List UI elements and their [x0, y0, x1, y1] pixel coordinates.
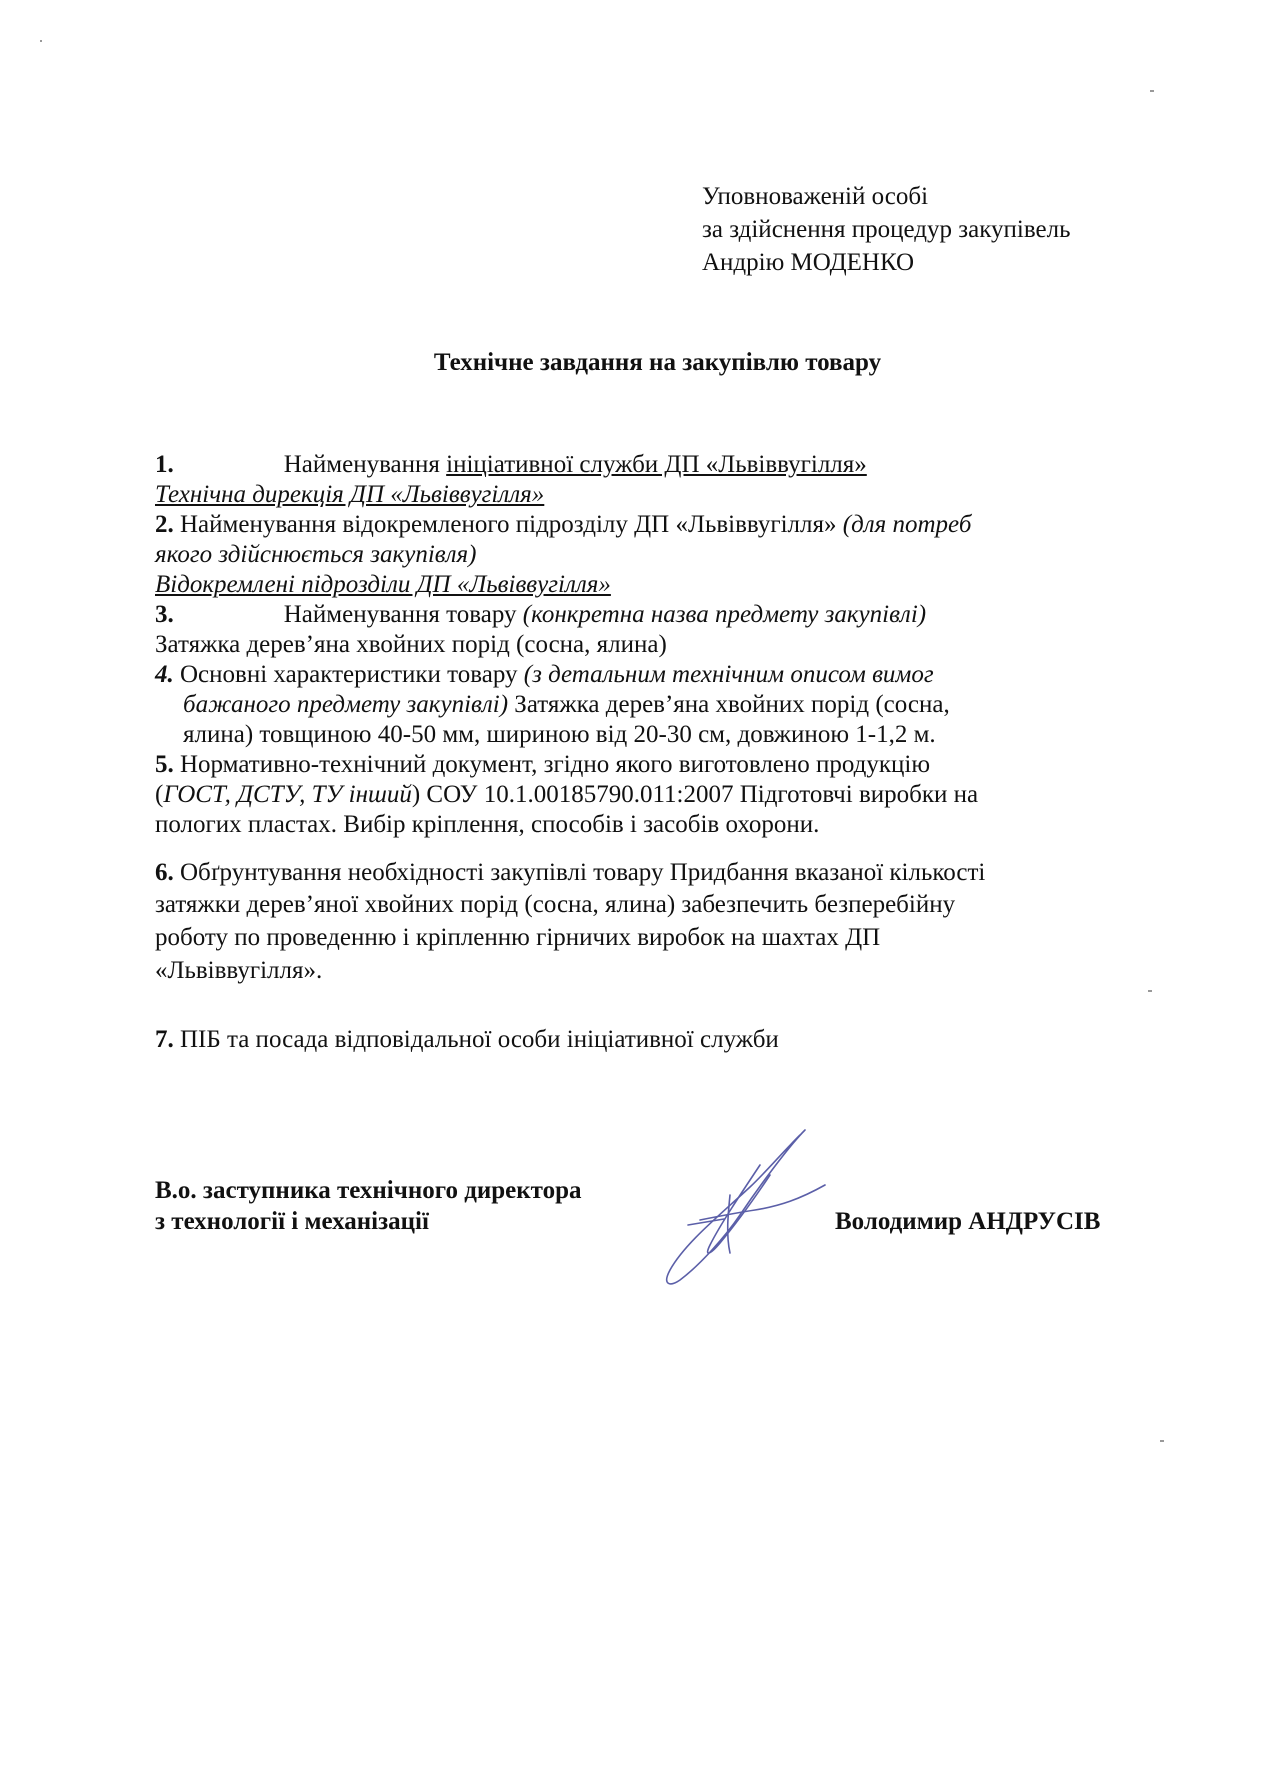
addressee-line-2: за здійснення процедур закупівель: [702, 216, 1071, 243]
item-3-note: (конкретна назва предмету закупівлі): [522, 601, 927, 628]
item-4-text-2: Затяжка дерев’яна хвойних порід (сосна,: [508, 691, 950, 718]
item-4-number: 4.: [155, 661, 174, 688]
item-7-text: ПІБ та посада відповідальної особи ініціативної служби: [173, 1026, 779, 1053]
item-7-line: [155, 1025, 1160, 1055]
item-3-heading: [155, 600, 1160, 630]
item-1-label-underlined: ініціативної служби ДП «Львіввугілля»: [446, 451, 867, 478]
item-4-line-1: [155, 660, 1160, 690]
scan-speck: [1150, 90, 1154, 92]
item-5-number: 5.: [155, 751, 174, 778]
item-2-note-2: якого здійснюється закупівля): [155, 541, 477, 568]
item-4-line-3: ялина) товщиною 40-50 мм, шириною від 20-30 см, довжиною 1-1,2 м.: [183, 721, 936, 748]
item-4-note-1: (з детальним технічним описом вимог: [523, 661, 934, 688]
item-7-number: 7.: [155, 1026, 174, 1053]
signatory-name: Володимир АНДРУСІВ: [835, 1208, 1101, 1235]
item-6-text-1: Обґрунтування необхідності закупівлі товару Придбання вказаної кількості: [173, 859, 986, 886]
item-5-line-1: [155, 750, 1160, 780]
item-2-number: 2.: [155, 511, 174, 538]
document-title: Технічне завдання на закупівлю товару: [433, 349, 882, 376]
item-3-label: Найменування товару: [283, 601, 523, 628]
item-5-paren: (: [155, 781, 164, 808]
item-6-line-3: роботу по проведенню і кріпленню гірничих виробок на шахтах ДП: [155, 924, 881, 951]
signatory-position-line-1: В.о. заступника технічного директора: [155, 1177, 582, 1204]
item-4-note-2: бажаного предмету закупівлі): [183, 691, 509, 718]
item-6-number: 6.: [155, 859, 174, 886]
item-5-text-1: Нормативно-технічний документ, згідно якого виготовлено продукцію: [173, 751, 931, 778]
item-5-note: ГОСТ, ДСТУ, ТУ інший: [163, 781, 412, 808]
addressee-line-3: Андрію МОДЕНКО: [702, 249, 915, 276]
document-body: [155, 450, 1160, 1055]
item-2-label: Найменування відокремленого підрозділу ДП «Львіввугілля»: [173, 511, 843, 538]
item-1-heading: [155, 450, 1160, 480]
item-2-answer: Відокремлені підрозділи ДП «Львіввугілля»: [155, 571, 611, 598]
signatory-position-line-2: з технології і механізації: [155, 1208, 429, 1235]
item-1-label: Найменування: [283, 451, 447, 478]
item-1-number: 1.: [155, 451, 174, 478]
item-3-answer: Затяжка дерев’яна хвойних порід (сосна, ялина): [155, 631, 667, 658]
item-2-note-1: (для потреб: [842, 511, 972, 538]
addressee-block: [702, 180, 1070, 279]
item-6-line-2: затяжки дерев’яної хвойних порід (сосна, ялина) забезпечить безперебійну: [155, 891, 956, 918]
handwritten-signature: [640, 1125, 830, 1290]
item-4-label: Основні характеристики товару: [173, 661, 524, 688]
item-3-number: 3.: [155, 601, 174, 628]
scan-speck: [1160, 1440, 1164, 1442]
item-2-heading: [155, 510, 1160, 540]
addressee-line-1: Уповноваженій особі: [702, 183, 929, 210]
item-6-line-4: «Львіввугілля».: [155, 957, 323, 984]
scan-speck: [1148, 990, 1152, 992]
item-1-answer: Технічна дирекція ДП «Львіввугілля»: [155, 481, 545, 508]
item-6-line-1: [155, 858, 1160, 888]
item-5-line-3: пологих пластах. Вибір кріплення, способів і засобів охорони.: [155, 811, 820, 838]
scan-speck: [40, 40, 42, 42]
item-5-text-2: ) СОУ 10.1.00185790.011:2007 Підготовчі виробки на: [411, 781, 979, 808]
item-4-line-2: [155, 690, 1160, 720]
item-5-line-2: [155, 780, 1160, 810]
